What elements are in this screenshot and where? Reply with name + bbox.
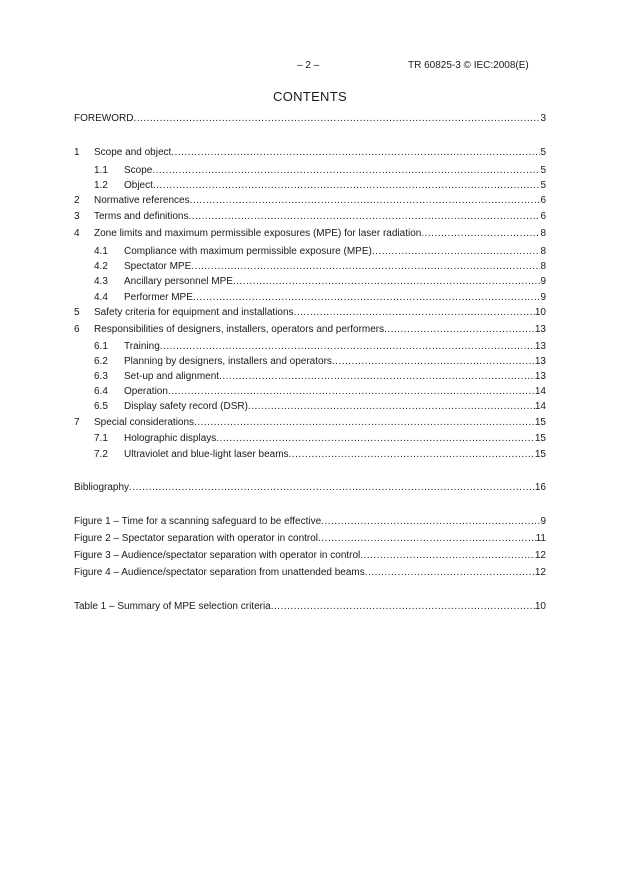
toc-entry-title: Performer MPE — [124, 292, 193, 303]
toc-leader-dots — [152, 164, 540, 178]
toc-entry-number: 6.5 — [94, 401, 108, 412]
toc-entry-title: Responsibilities of designers, installers, operators and performers — [94, 324, 385, 335]
toc-entry-number: 3 — [74, 211, 80, 222]
toc-entry-page: 13 — [534, 341, 546, 352]
toc-entry-title: Figure 2 – Spectator separation with operator in control — [74, 533, 319, 544]
toc-leader-dots — [289, 448, 535, 462]
toc-entry-title: Planning by designers, installers and operators — [124, 356, 332, 367]
toc-entry-page: 13 — [534, 324, 546, 335]
toc-leader-dots — [191, 260, 540, 274]
toc-entry-4-2[interactable] — [94, 260, 546, 274]
toc-entry-6-1[interactable] — [94, 340, 546, 354]
toc-entry-number: 5 — [74, 307, 80, 318]
toc-entry-page: 6 — [540, 211, 546, 222]
toc-leader-dots — [365, 566, 535, 580]
toc-entry-title: Spectator MPE — [124, 261, 192, 272]
toc-entry-page: 8 — [540, 246, 546, 257]
toc-entry-title: Normative references — [94, 195, 190, 206]
toc-entry-page: 12 — [534, 567, 546, 578]
toc-entry-page: 5 — [540, 165, 546, 176]
toc-entry-figure-4[interactable] — [74, 566, 546, 580]
toc-entry-page: 9 — [540, 292, 546, 303]
toc-entry-figure-2[interactable] — [74, 532, 546, 546]
toc-entry-6-3[interactable] — [94, 370, 546, 384]
toc-leader-dots — [129, 481, 535, 495]
toc-leader-dots — [384, 323, 535, 337]
toc-entry-4-3[interactable] — [94, 275, 546, 289]
toc-entry-number: 1.2 — [94, 180, 108, 191]
toc-entry-number: 7 — [74, 417, 80, 428]
toc-leader-dots — [133, 112, 540, 126]
toc-entry-number: 6.4 — [94, 386, 108, 397]
toc-leader-dots — [372, 245, 541, 259]
toc-leader-dots — [332, 355, 535, 369]
toc-entry-title: Training — [124, 341, 160, 352]
toc-entry-page: 15 — [534, 449, 546, 460]
toc-entry-1-2[interactable] — [94, 179, 546, 193]
document-reference: TR 60825-3 © IEC:2008(E) — [408, 60, 529, 71]
toc-entry-1-1[interactable] — [94, 164, 546, 178]
toc-entry-page: 5 — [540, 180, 546, 191]
toc-leader-dots — [153, 179, 541, 193]
page-number: – 2 – — [297, 60, 320, 71]
toc-entry-2[interactable] — [74, 194, 546, 208]
toc-entry-7[interactable] — [74, 416, 546, 430]
toc-entry-title: Holographic displays — [124, 433, 217, 444]
toc-entry-4-4[interactable] — [94, 291, 546, 305]
toc-entry-title: Scope — [124, 165, 153, 176]
toc-leader-dots — [189, 210, 541, 224]
toc-leader-dots — [171, 146, 540, 160]
toc-entry-page: 13 — [534, 371, 546, 382]
toc-entry-title: Figure 4 – Audience/spectator separation from unattended beams — [74, 567, 365, 578]
toc-entry-number: 6.1 — [94, 341, 108, 352]
toc-entry-number: 4.3 — [94, 276, 108, 287]
toc-entry-title: Bibliography — [74, 482, 130, 493]
toc-entry-bibliography[interactable] — [74, 481, 546, 495]
toc-entry-title: Object — [124, 180, 153, 191]
toc-entry-5[interactable] — [74, 306, 546, 320]
page-title: CONTENTS — [273, 89, 347, 104]
toc-entry-number: 2 — [74, 195, 80, 206]
toc-entry-title: Set-up and alignment — [124, 371, 220, 382]
toc-entry-7-2[interactable] — [94, 448, 546, 462]
toc-entry-number: 6.3 — [94, 371, 108, 382]
toc-entry-6-2[interactable] — [94, 355, 546, 369]
toc-entry-page: 15 — [534, 417, 546, 428]
toc-entry-page: 10 — [534, 601, 546, 612]
toc-entry-title: Ancillary personnel MPE — [124, 276, 233, 287]
toc-entry-page: 16 — [534, 482, 546, 493]
toc-leader-dots — [194, 416, 535, 430]
toc-entry-number: 4.4 — [94, 292, 108, 303]
toc-entry-title: Compliance with maximum permissible exposure (MPE) — [124, 246, 372, 257]
toc-leader-dots — [294, 306, 535, 320]
toc-entry-page: 8 — [540, 228, 546, 239]
toc-entry-title: Safety criteria for equipment and installations — [94, 307, 294, 318]
toc-leader-dots — [248, 400, 535, 414]
toc-leader-dots — [321, 515, 540, 529]
toc-entry-number: 7.2 — [94, 449, 108, 460]
toc-entry-title: Zone limits and maximum permissible exposures (MPE) for laser radiation — [94, 228, 422, 239]
toc-entry-figure-3[interactable] — [74, 549, 546, 563]
toc-entry-title: Ultraviolet and blue-light laser beams — [124, 449, 289, 460]
toc-entry-title: Table 1 – Summary of MPE selection criteria — [74, 601, 271, 612]
toc-entry-1[interactable] — [74, 146, 546, 160]
toc-entry-page: 14 — [534, 386, 546, 397]
toc-entry-title: Terms and definitions — [94, 211, 189, 222]
toc-entry-6-5[interactable] — [94, 400, 546, 414]
toc-entry-page: 9 — [540, 276, 546, 287]
toc-entry-page: 8 — [540, 261, 546, 272]
toc-entry-foreword[interactable] — [74, 112, 546, 126]
toc-entry-page: 5 — [540, 147, 546, 158]
toc-entry-title: Display safety record (DSR) — [124, 401, 248, 412]
toc-entry-title: Scope and object — [94, 147, 172, 158]
toc-entry-title: FOREWORD — [74, 113, 134, 124]
toc-leader-dots — [271, 600, 535, 614]
toc-entry-number: 4 — [74, 228, 80, 239]
toc-leader-dots — [190, 194, 541, 208]
toc-entry-page: 6 — [540, 195, 546, 206]
toc-entry-page: 12 — [534, 550, 546, 561]
toc-entry-title: Special considerations — [94, 417, 195, 428]
toc-leader-dots — [318, 532, 536, 546]
toc-entry-page: 11 — [535, 533, 546, 544]
toc-entry-7-1[interactable] — [94, 432, 546, 446]
toc-entry-3[interactable] — [74, 210, 546, 224]
toc-entry-page: 13 — [534, 356, 546, 367]
toc-entry-table-1[interactable] — [74, 600, 546, 614]
toc-entry-number: 4.2 — [94, 261, 108, 272]
toc-entry-6-4[interactable] — [94, 385, 546, 399]
toc-leader-dots — [193, 291, 541, 305]
toc-entry-number: 1.1 — [94, 165, 108, 176]
toc-entry-title: Operation — [124, 386, 168, 397]
toc-entry-page: 9 — [540, 516, 546, 527]
toc-entry-number: 6.2 — [94, 356, 108, 367]
toc-leader-dots — [160, 340, 535, 354]
toc-entry-page: 14 — [534, 401, 546, 412]
toc-entry-number: 4.1 — [94, 246, 108, 257]
toc-entry-title: Figure 1 – Time for a scanning safeguard to be effective — [74, 516, 322, 527]
toc-leader-dots — [233, 275, 541, 289]
toc-leader-dots — [216, 432, 535, 446]
toc-entry-number: 6 — [74, 324, 80, 335]
toc-entry-page: 10 — [534, 307, 546, 318]
toc-leader-dots — [421, 227, 540, 241]
toc-entry-figure-1[interactable] — [74, 515, 546, 529]
toc-entry-4[interactable] — [74, 227, 546, 241]
toc-entry-6[interactable] — [74, 323, 546, 337]
toc-entry-page: 15 — [534, 433, 546, 444]
toc-entry-page: 3 — [540, 113, 546, 124]
toc-entry-number: 1 — [74, 147, 80, 158]
toc-leader-dots — [168, 385, 535, 399]
toc-entry-4-1[interactable] — [94, 245, 546, 259]
toc-leader-dots — [360, 549, 535, 563]
toc-entry-number: 7.1 — [94, 433, 108, 444]
toc-entry-title: Figure 3 – Audience/spectator separation with operator in control — [74, 550, 361, 561]
toc-leader-dots — [219, 370, 535, 384]
